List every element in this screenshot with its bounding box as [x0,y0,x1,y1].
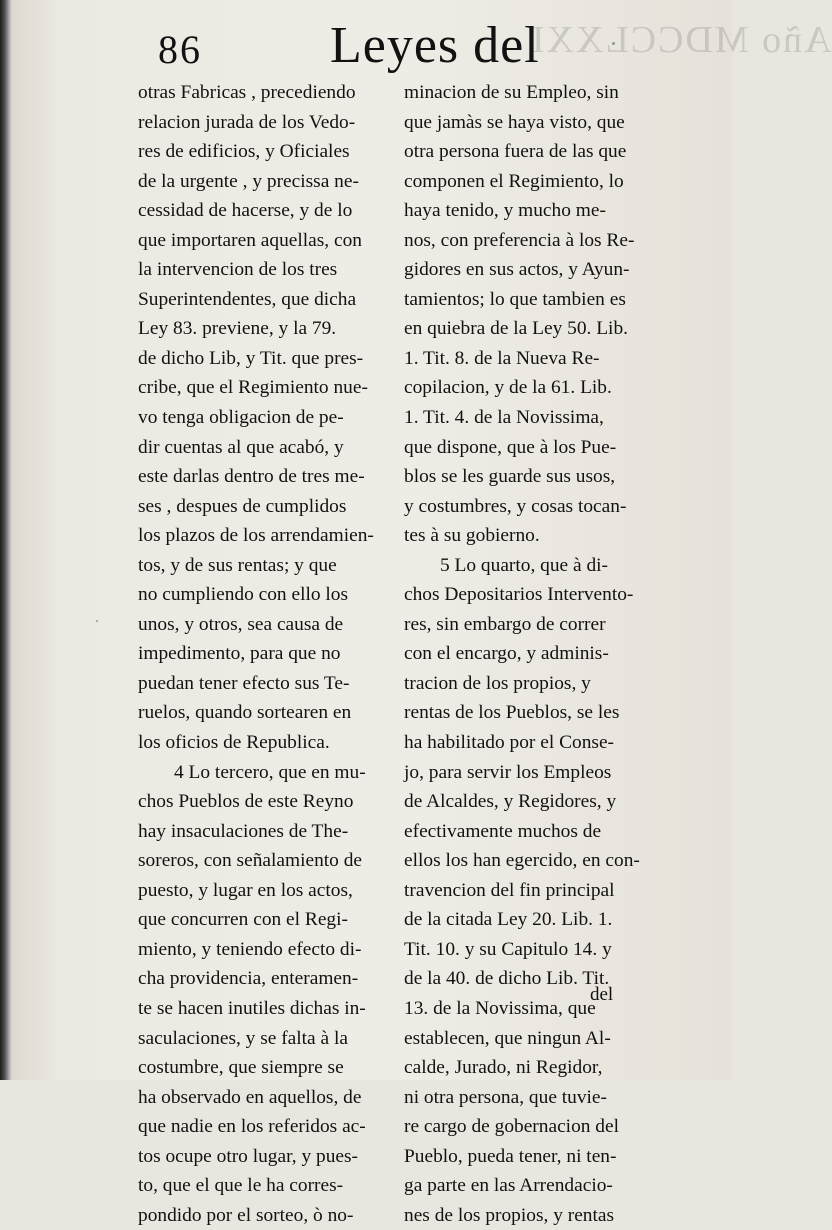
text-line: te se hacen inutiles dichas in- [138,997,366,1019]
text-line: cribe, que el Regimiento nue- [138,377,368,399]
text-line: cha providencia, enteramen- [138,968,359,990]
text-line: ses , despues de cumplidos [138,495,347,517]
text-line: puesto, y lugar en los actos, [138,879,353,901]
ink-speck [96,620,98,622]
text-line: que dispone, que à los Pue- [404,436,617,458]
text-line: hay insaculaciones de The- [138,820,349,842]
text-line: rentas de los Pueblos, se les [404,702,620,724]
text-line: chos Depositarios Intervento- [404,584,634,606]
running-title: Leyes del [330,17,540,74]
page-header [150,14,832,74]
text-line: relacion jurada de los Vedo- [138,111,356,133]
text-line: de la citada Ley 20. Lib. 1. [404,909,613,931]
text-line: de la 40. de dicho Lib. Tit. [404,968,610,990]
text-line: travencion del fin principal [404,879,615,901]
text-line: tes à su gobierno. [404,525,540,547]
text-line: ga parte en las Arrendacio- [404,1175,613,1197]
text-line: pondido por el sorteo, ò no- [138,1204,354,1226]
text-line: de dicho Lib, y Tit. que pres- [138,347,364,369]
text-line: calde, Jurado, ni Regidor, [404,1057,603,1079]
text-line: otra persona fuera de las que [404,141,627,163]
text-line: dir cuentas al que acabó, y [138,436,344,458]
text-line: y costumbres, y cosas tocan- [404,495,627,517]
text-line: miento, y teniendo efecto di- [138,938,362,960]
text-line: 1. Tit. 4. de la Novissima, [404,407,604,429]
text-line: copilacion, y de la 61. Lib. [404,377,612,399]
text-line: tracion de los propios, y [404,672,591,694]
text-line: unos, y otros, sea causa de [138,613,344,635]
text-line: ha habilitado por el Conse- [404,732,615,754]
text-line: Ley 83. previene, y la 79. [138,318,337,340]
text-line: otras Fabricas , precediendo [138,82,356,103]
text-line: re cargo de gobernacion del [404,1116,619,1138]
text-line: tos, y de sus rentas; y que [138,554,337,576]
text-line: gidores en sus actos, y Ayun- [404,259,630,281]
ink-speck [612,42,615,45]
text-line: componen el Regimiento, lo [404,170,624,192]
text-line: impedimento, para que no [138,643,341,665]
text-line: nes de los propios, y rentas [404,1204,615,1226]
left-text-column [138,78,390,1230]
text-line: ellos los han egercido, en con- [404,850,640,872]
text-line: res de edificios, y Oficiales [138,141,350,163]
text-line: tamientos; lo que tambien es [404,288,626,310]
text-line: saculaciones, y se falta à la [138,1027,348,1049]
text-line: establecen, que ningun Al- [404,1027,611,1049]
right-text-column [404,78,644,1230]
text-line: la intervencion de los tres [138,259,338,281]
bleed-through-text: Año MDCCLXXI [530,19,832,61]
text-line: jo, para servir los Empleos [404,761,612,783]
text-line: ni otra persona, que tuvie- [404,1086,607,1108]
text-line: los plazos de los arrendamien- [138,525,374,547]
text-line: res, sin embargo de correr [404,613,606,635]
text-line: Superintendentes, que dicha [138,288,357,310]
text-line: de Alcaldes, y Regidores, y [404,791,617,813]
text-line: de la urgente , y precissa ne- [138,170,359,192]
text-line: en quiebra de la Ley 50. Lib. [404,318,628,340]
text-line: que concurren con el Regi- [138,909,348,931]
text-line: 5 Lo quarto, que à di- [440,554,609,576]
text-line: puedan tener efecto sus Te- [138,672,350,694]
text-line: efectivamente muchos de [404,820,602,842]
text-line: vo tenga obligacion de pe- [138,407,344,429]
text-line: to, que el que le ha corres- [138,1175,344,1197]
text-line: que importaren aquellas, con [138,229,362,251]
text-line: costumbre, que siempre se [138,1057,344,1079]
text-line: con el encargo, y adminis- [404,643,609,665]
text-line: 1. Tit. 8. de la Nueva Re- [404,347,600,369]
text-line: haya tenido, y mucho me- [404,200,606,222]
text-line: ruelos, quando sortearen en [138,702,352,724]
page-gutter-shadow [0,0,12,1080]
text-line: nos, con preferencia à los Re- [404,229,635,251]
text-line: no cumpliendo con ello los [138,584,349,606]
text-line: este darlas dentro de tres me- [138,466,365,488]
text-line: los oficios de Republica. [138,732,330,754]
catchword: del [590,984,614,1005]
text-line: Tit. 10. y su Capitulo 14. y [404,938,612,960]
text-line: 4 Lo tercero, que en mu- [174,761,366,783]
text-line: que jamàs se haya visto, que [404,111,625,133]
text-line: Pueblo, pueda tener, ni ten- [404,1145,617,1167]
text-line: ha observado en aquellos, de [138,1086,362,1108]
text-line: minacion de su Empleo, sin [404,82,619,103]
text-line: blos se les guarde sus usos, [404,466,616,488]
text-line: tos ocupe otro lugar, y pues- [138,1145,359,1167]
text-line: cessidad de hacerse, y de lo [138,200,353,222]
text-line: chos Pueblos de este Reyno [138,791,354,813]
text-line: soreros, con señalamiento de [138,850,362,872]
page-number: 86 [158,27,202,72]
text-line: 13. de la Novissima, que [404,997,596,1019]
text-line: que nadie en los referidos ac- [138,1116,366,1138]
